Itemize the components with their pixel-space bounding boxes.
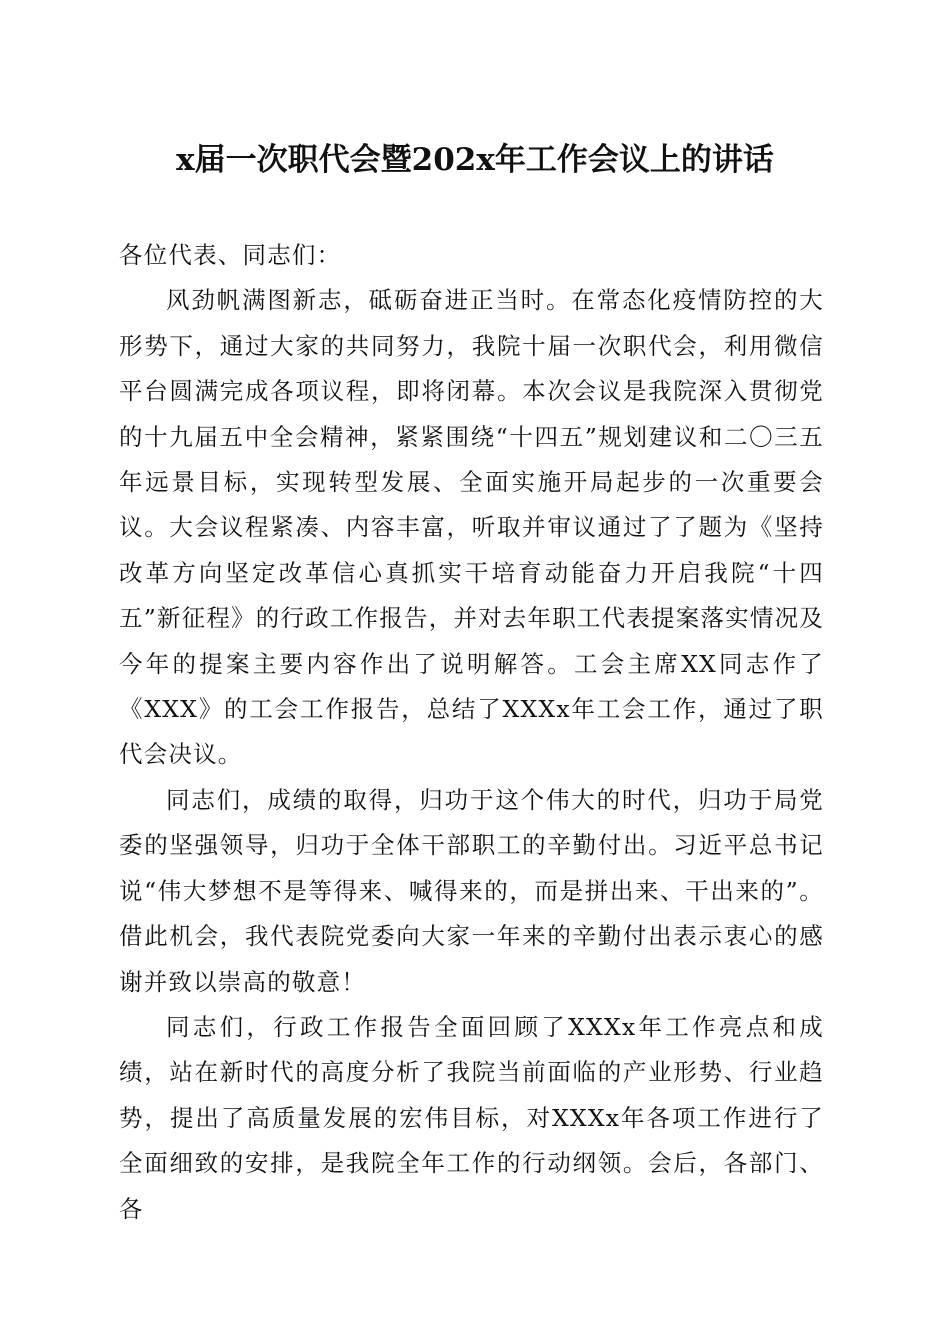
document-body [119, 233, 824, 1232]
paragraph-3: 同志们，行政工作报告全面回顾了XXXx年工作亮点和成绩，站在新时代的高度分析了我院当前面临的产业形势、行业趋势，提出了高质量发展的宏伟目标，对XXXx年各项工作进行了全面细致的安排，是我院全年工作的行动纲领。会后，各部门、各 [119, 1012, 824, 1223]
paragraph-1: 风劲帆满图新志，砥砺奋进正当时。在常态化疫情防控的大形势下，通过大家的共同努力，我院十届一次职代会，利用微信平台圆满完成各项议程，即将闭幕。本次会议是我院深入贯彻党的十九届五中全会精神，紧紧围绕“十四五”规划建议和二〇三五年远景目标，实现转型发展、全面实施开局起步的一次重要会议。大会议程紧凑、内容丰富，听取并审议通过了了题为《坚持改革方向坚定改革信心真抓实干培育动能奋力开启我院“十四五”新征程》的行政工作报告，并对去年职工代表提案落实情况及今年的提案主要内容作出了说明解答。工会主席XX同志作了《XXX》的工会工作报告，总结了XXXx年工会工作，通过了职代会决议。 [119, 286, 824, 769]
paragraph-2: 同志们，成绩的取得，归功于这个伟大的时代，归功于局党委的坚强领导，归功于全体干部职工的辛勤付出。习近平总书记说“伟大梦想不是等得来、喊得来的，而是拼出来、干出来的”。借此机会，我代表院党委向大家一年来的辛勤付出表示衷心的感谢并致以崇高的敬意！ [119, 785, 824, 996]
salutation: 各位代表、同志们： [119, 241, 342, 269]
document-title: x届一次职代会暨202x年工作会议上的讲话 [176, 142, 774, 178]
